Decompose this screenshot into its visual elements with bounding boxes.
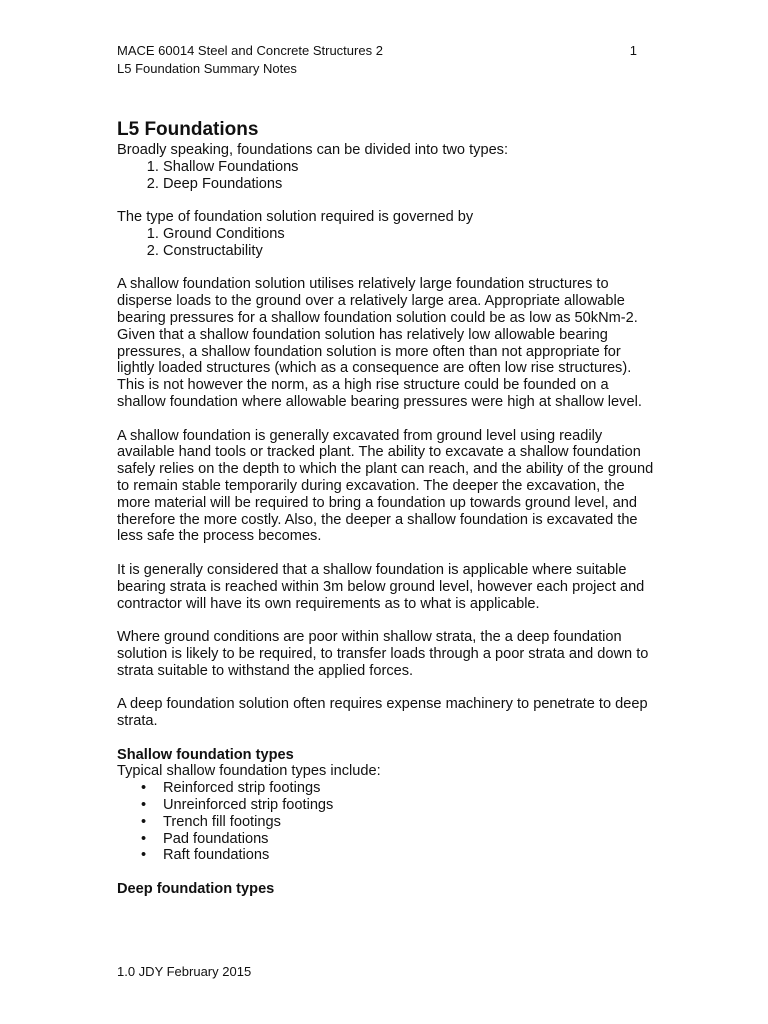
- list-item: • Raft foundations: [141, 847, 270, 864]
- list-item: 1. Shallow Foundations: [163, 159, 657, 176]
- section-heading-deep: Deep foundation types: [117, 881, 275, 898]
- list-item: • Unreinforced strip footings: [141, 797, 334, 814]
- section-heading-shallow: Shallow foundation types: [117, 746, 294, 763]
- paragraph: A deep foundation solution often requires expense machinery to penetrate to deep strata.: [117, 696, 648, 730]
- foundation-types-list: [117, 159, 657, 193]
- page-header: [117, 42, 637, 78]
- governed-intro: The type of foundation solution required is governed by: [117, 209, 474, 226]
- list-item: 2. Constructability: [163, 243, 657, 260]
- list-item: • Pad foundations: [141, 830, 269, 847]
- intro-text: Broadly speaking, foundations can be divided into two types:: [117, 142, 509, 158]
- list-item: • Trench fill footings: [141, 813, 281, 830]
- page-number: 1: [629, 43, 637, 58]
- page-footer: 1.0 JDY February 2015: [117, 964, 252, 979]
- list-item: 1. Ground Conditions: [163, 226, 657, 243]
- document-body: [117, 118, 657, 898]
- list-item: 2. Deep Foundations: [163, 176, 657, 193]
- course-title: MACE 60014 Steel and Concrete Structures 2: [117, 43, 383, 58]
- governed-list: [117, 226, 657, 260]
- paragraph: It is generally considered that a shallow foundation is applicable where suitable bearing strata is reached within 3m below ground level, however each project and contractor will have its own requirements as to what is applicable.: [117, 561, 645, 612]
- shallow-intro: Typical shallow foundation types include:: [117, 763, 381, 780]
- page-title: L5 Foundations: [117, 119, 259, 140]
- header-subtitle: L5 Foundation Summary Notes: [117, 61, 297, 76]
- paragraph: Where ground conditions are poor within shallow strata, the a deep foundation solution is likely to be required, to transfer loads through a poor strata and down to strata suitable to withstand the applied forces.: [117, 629, 649, 679]
- paragraph: A shallow foundation solution utilises relatively large foundation structures to disperse loads to the ground over a relatively large area. Appropriate allowable bearing pressures for a shallow foundation solution could be as low as 50kNm-2. Given that a shallow foundation solution has relatively low allowable bearing pressures, a shallow foundation solution is more often than not appropriate for lightly loaded structures (which as a consequence are often low rise structures). This is not however the norm, as a high rise structure could be founded on a shallow foundation where allowable bearing pressures were high at shallow level.: [117, 276, 642, 410]
- shallow-types-list: [117, 780, 657, 864]
- list-item: • Reinforced strip footings: [141, 780, 321, 797]
- paragraph: A shallow foundation is generally excavated from ground level using readily available hand tools or tracked plant. The ability to excavate a shallow foundation safely relies on the depth to which the plant can reach, and the ability of the ground to remain stable temporarily during excavation. The deeper the excavation, the more material will be required to bring a foundation up towards ground level, and therefore the more costly. Also, the deeper a shallow foundation is excavated the less safe the process becomes.: [117, 427, 654, 545]
